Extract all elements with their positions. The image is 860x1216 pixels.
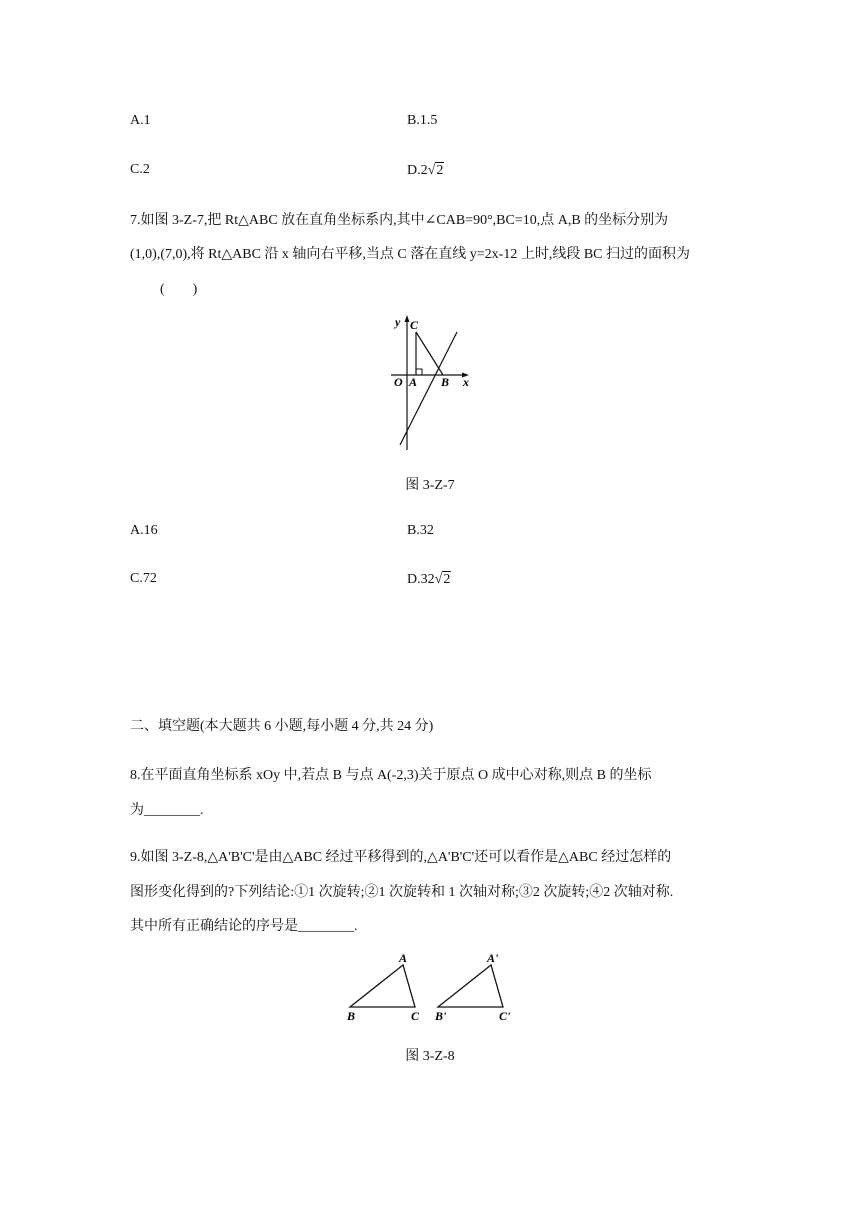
q7-option-d [407, 571, 451, 588]
label-b-prime: B' [435, 1009, 447, 1023]
q7-answer-bracket: ( ) [160, 282, 198, 297]
label-a: A [399, 951, 408, 965]
label-c: C [411, 1009, 420, 1023]
label-o: O [394, 375, 403, 389]
q7-text-line1: 7.如图 3-Z-7,把 Rt△ABC 放在直角坐标系内,其中∠CAB=90°,BC=10,点 A,B 的坐标分别为 [130, 213, 669, 228]
q7-option-d-prefix: D.32 [407, 572, 435, 587]
y-axis-arrow-icon [405, 315, 410, 322]
q9-text-line3: 其中所有正确结论的序号是________. [130, 919, 358, 934]
q6-option-c: C.2 [130, 162, 150, 177]
q7-text-line2: (1,0),(7,0),将 Rt△ABC 沿 x 轴向右平移,当点 C 落在直线 y=2x-12 上时,线段 BC 扫过的面积为 [130, 247, 690, 262]
figure-3-z-8-caption: 图 3-Z-8 [405, 1049, 455, 1064]
q9-text-line1: 9.如图 3-Z-8,△A'B'C'是由△ABC 经过平移得到的,△A'B'C'还可以看作是△ABC 经过怎样的 [130, 850, 672, 865]
q7-option-a: A.16 [130, 523, 158, 538]
label-a-prime: A' [487, 951, 499, 965]
q7-option-c: C.72 [130, 571, 157, 586]
q6-option-d-prefix: D.2 [407, 163, 428, 178]
q8-text-line1: 8.在平面直角坐标系 xOy 中,若点 B 与点 A(-2,3)关于原点 O 成中心对称,则点 B 的坐标 [130, 768, 652, 783]
q6-option-a: A.1 [130, 113, 151, 128]
label-a: A [409, 375, 418, 389]
q7-option-d-radicand: 2 [443, 572, 451, 587]
label-c-prime: C' [499, 1009, 511, 1023]
figure-3-z-8 [340, 950, 525, 1025]
q6-option-d [407, 162, 444, 179]
sqrt-symbol: √2 [427, 163, 444, 178]
q6-option-d-radicand: 2 [436, 163, 444, 178]
label-c: C [410, 318, 419, 332]
section-2-heading: 二、填空题(本大题共 6 小题,每小题 4 分,共 24 分) [130, 719, 434, 734]
label-y: y [395, 315, 401, 329]
label-b: B [441, 375, 450, 389]
sqrt-symbol: √2 [434, 572, 451, 587]
triangle-abc [350, 965, 415, 1007]
q6-option-b: B.1.5 [407, 113, 438, 128]
figure-3-z-7-caption: 图 3-Z-7 [405, 478, 455, 493]
q8-text-line2: 为________. [130, 803, 204, 818]
label-b: B [347, 1009, 356, 1023]
label-x: x [463, 375, 469, 389]
triangle-a1b1c1 [438, 965, 503, 1007]
q7-option-b: B.32 [407, 523, 434, 538]
q9-text-line2: 图形变化得到的?下列结论:①1 次旋转;②1 次旋转和 1 次轴对称;③2 次旋转;④2 次轴对称. [130, 885, 674, 900]
figure-3-z-7 [385, 312, 485, 457]
